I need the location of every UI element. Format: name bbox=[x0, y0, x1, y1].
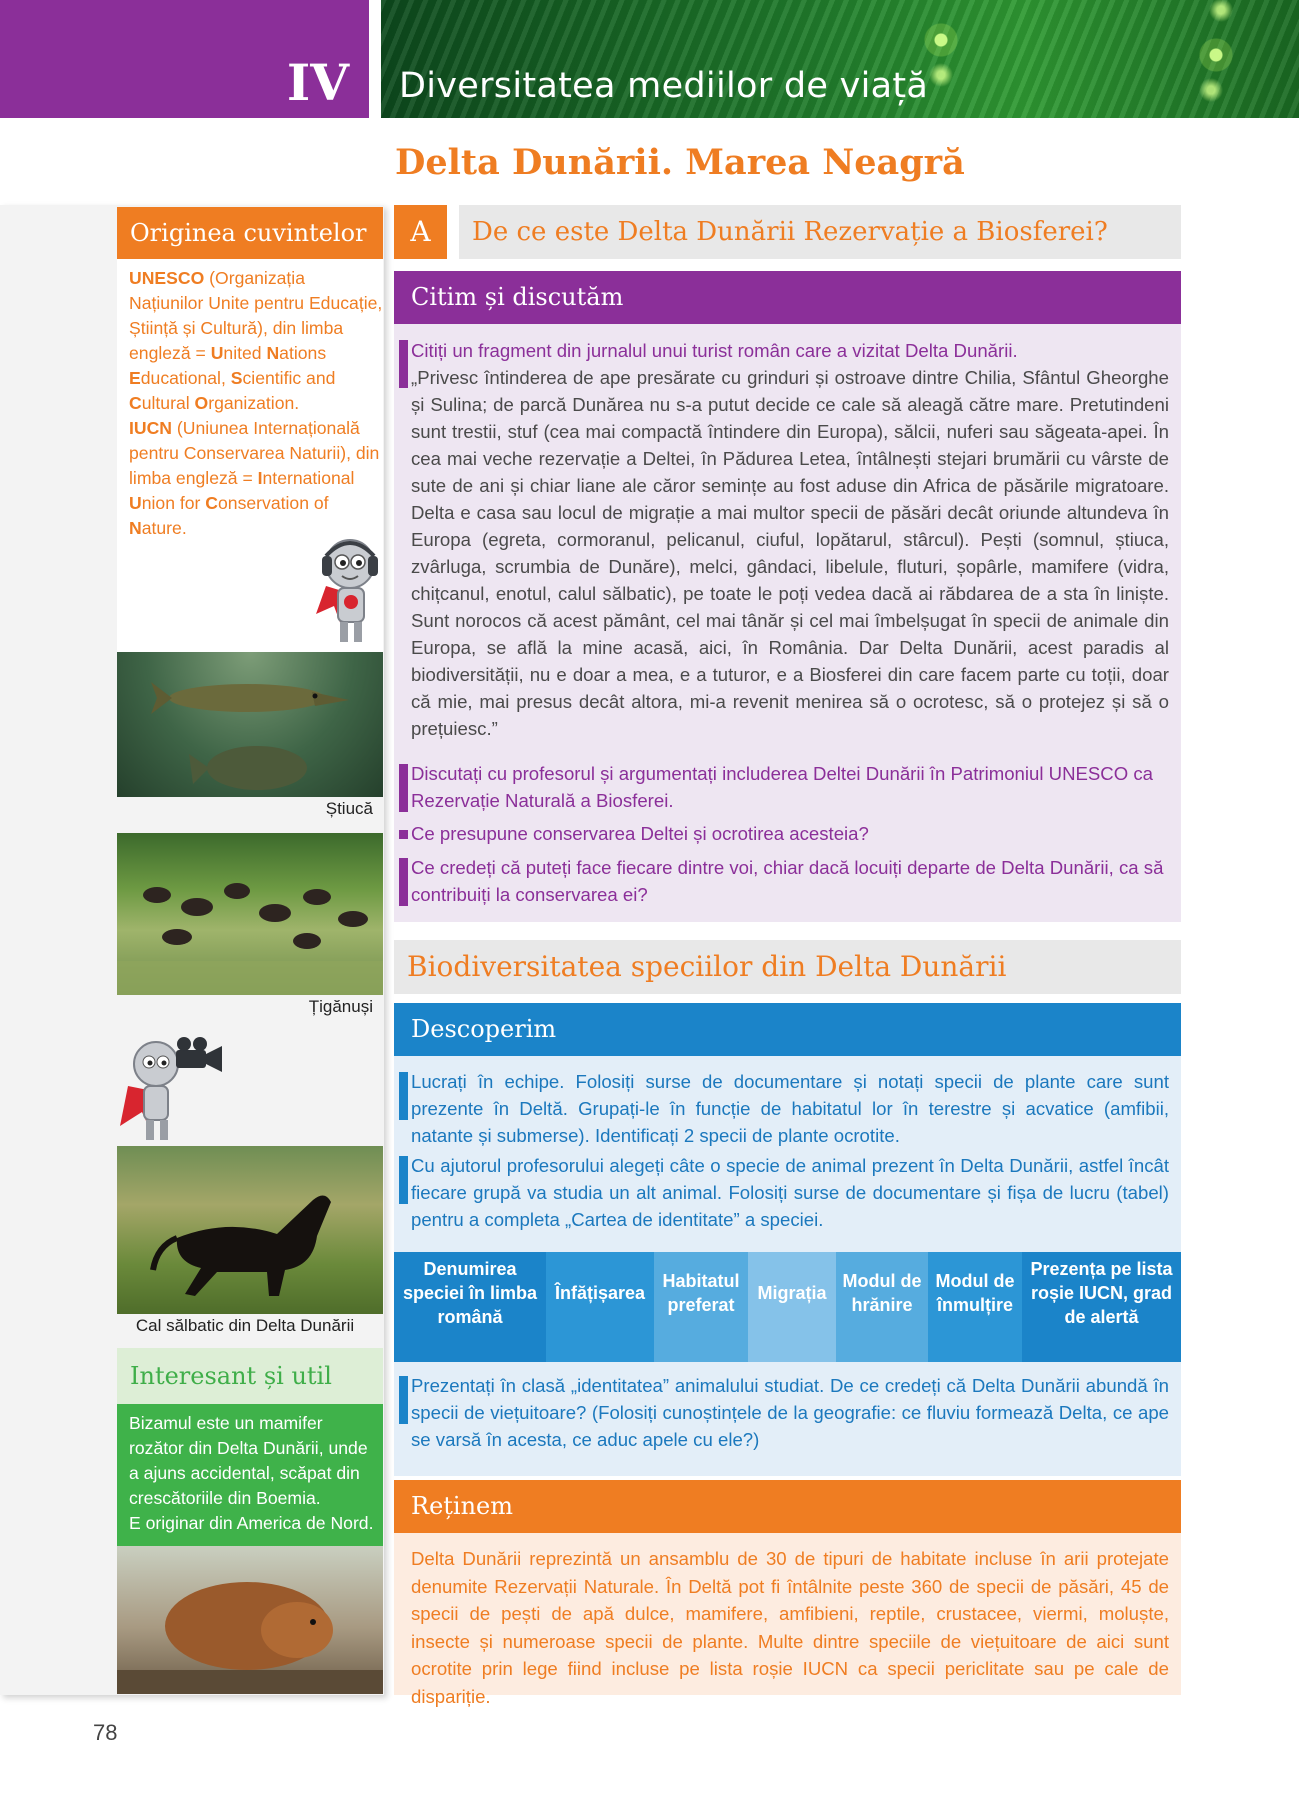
species-identity-table bbox=[394, 1252, 1181, 1362]
bullet-bar bbox=[399, 1072, 408, 1120]
question-contribution: Ce credeți că puteți face fiecare dintre voi, chiar dacă locuiți departe de Delta Dunării, ca să contribuiți la conservarea ei? bbox=[411, 857, 1164, 905]
mascot-robot-headphones-icon bbox=[312, 532, 384, 650]
ibis-photo bbox=[117, 833, 383, 995]
table-cell[interactable] bbox=[1022, 1334, 1181, 1362]
discover-heading: Descoperim bbox=[394, 1003, 1181, 1056]
horse-caption: Cal sălbatic din Delta Dunării bbox=[135, 1316, 355, 1335]
read-discuss-heading: Citim și discutăm bbox=[394, 271, 1181, 324]
remember-text: Delta Dunării reprezintă un ansamblu de 30 de tipuri de habitate incluse în arii protejate denumite Rezervații Naturale. În Deltă pot fi întâlnite peste 360 de specii de păsări, 45 de specii de pești de apă dulce, mamifere, amfibieni, reptile, crustacee, viermi, moluște, insecte și numeroase specii de plante. Multe dintre speciile de viețuitoare de aici sunt ocrotite prin lege fiind incluse pe lista roșie IUCN ca specii periclitate sau pe cale de dispariție. bbox=[411, 1548, 1169, 1707]
horse-photo bbox=[117, 1146, 383, 1314]
question-conservation: Ce presupune conservarea Deltei și ocrotirea acesteia? bbox=[411, 823, 869, 844]
table-cell[interactable] bbox=[748, 1334, 836, 1362]
bullet-bar bbox=[399, 1376, 408, 1424]
lesson-title: Delta Dunării. Marea Neagră bbox=[395, 142, 965, 183]
biodiversity-title: Biodiversitatea speciilor din Delta Dunării bbox=[394, 940, 1181, 994]
bullet-bar bbox=[399, 858, 408, 906]
table-row bbox=[394, 1334, 1181, 1362]
chapter-header-image bbox=[381, 0, 1299, 118]
mascot-robot-camera-icon bbox=[118, 1030, 226, 1148]
col-reproduction: Modul de înmulțire bbox=[928, 1252, 1022, 1334]
question-unesco: Discutați cu profesorul și argumentați includerea Deltei Dunării în Patrimoniul UNESCO ca Rezervație Naturală a Biosferei. bbox=[411, 763, 1153, 811]
section-title: De ce este Delta Dunării Rezervație a Biosferei? bbox=[459, 205, 1181, 259]
interesting-useful-text: Bizamul este un mamifer rozător din Delta Dunării, unde a ajuns accidental, scăpat din crescătoriile din Boemia. E originar din America de Nord. bbox=[129, 1413, 374, 1533]
table-header-row bbox=[394, 1252, 1181, 1334]
journal-quote: „Privesc întinderea de ape presărate cu grinduri și ostroave dintre Chilia, Sfântul Gheorghe și Sulina; de parcă Dunărea nu s-a putut decide ce cale să aleagă către mare. Pretutindeni sunt trestii, stuf (cea mai compactă întindere din Europa), sălcii, nuferi sau săgeata-apei. În cea mai veche rezervație a Deltei, în Pădurea Letea, întâlnești stejari brumării cu vârste de sute de ani și chiar liane ale căror semințe au fost aduse din Africa de păsările migratoare. Delta e casa sau locul de migrație a mai multor specii de păsări decât oriunde altundeva în Europa (egreta, cormoranul, pelicanul, ciuful, lopătarul, stârcul). Pești (somnul, știuca, zvârluga, scrumbia de Dunăre), melci, gândaci, libelule, fluturi, șopârle, mamifere (vidra, chițcanul, enotul, calul sălbatic), pe toate le poți vedea dacă ai răbdarea de a sta în liniște. Sunt norocos că acest pământ, cel mai tânăr și cel mai îmbelșugat în specii de animale din Europa, se află la mine acasă, aici, în România. Dar Delta Dunării, acest paradis al biodiversității, nu e doar a mea, e a tuturor, e a Biosferei din care facem parte cu toții, doar că mie, mai presus decât altora, mi-a revenit menirea să o ocrotesc, să o protejez și să o prețuiesc.” bbox=[411, 367, 1169, 739]
interesting-useful-heading: Interesant și util bbox=[117, 1348, 383, 1404]
bullet-bar bbox=[399, 1156, 408, 1204]
chapter-title: Diversitatea mediilor de viață bbox=[399, 66, 929, 106]
chapter-number: IV bbox=[286, 53, 349, 112]
col-iucn-status: Prezența pe lista roșie IUCN, grad de alertă bbox=[1022, 1252, 1181, 1334]
col-species-name: Denumirea speciei în limba română bbox=[394, 1252, 546, 1334]
bullet-square bbox=[399, 830, 408, 839]
ibis-caption: Țigănuși bbox=[308, 997, 373, 1016]
origin-words-text: UNESCO (Organizația Națiunilor Unite pentru Educație, Știință și Cultură), din limba engleză = United Nations Educational, Scientific and Cultural Organization. IUCN (Uniunea Internațională pentru Conservarea Naturii), din limba engleză = International Union for Conservation of Nature. bbox=[129, 268, 383, 538]
page-number: 78 bbox=[93, 1720, 118, 1745]
table-cell[interactable] bbox=[836, 1334, 928, 1362]
origin-words-heading: Originea cuvintelor bbox=[117, 207, 383, 259]
pike-photo bbox=[117, 652, 383, 797]
reading-intro: Citiți un fragment din jurnalul unui turist român care a vizitat Delta Dunării. bbox=[411, 340, 1018, 361]
task-plants: Lucrați în echipe. Folosiți surse de documentare și notați specii de plante care sunt prezente în Deltă. Grupați-le în funcție de habitatul lor în terestre și acvatice (amfibii, natante și submerse). Identificați 2 specii de plante ocrotite. bbox=[411, 1071, 1169, 1146]
chapter-banner bbox=[0, 0, 369, 118]
task-animal: Cu ajutorul profesorului alegeți câte o specie de animal prezent în Delta Dunării, astfel încât fiecare grupă va studia un alt animal. Folosiți surse de documentare și fișa de lucru (tabel) pentru a completa „Cartea de identitate” a speciei. bbox=[411, 1155, 1169, 1230]
table-cell[interactable] bbox=[928, 1334, 1022, 1362]
bullet-bar bbox=[399, 340, 408, 388]
col-migration: Migrația bbox=[748, 1252, 836, 1334]
remember-heading: Reținem bbox=[394, 1480, 1181, 1533]
table-cell[interactable] bbox=[546, 1334, 654, 1362]
muskrat-photo bbox=[117, 1546, 383, 1694]
task-present: Prezentați în clasă „identitatea” animalului studiat. De ce credeți că Delta Dunării abundă în specii de viețuitoare? (Folosiți cunoștințele de la geografie: ce fluviu formează Delta, ce ape se varsă în acesta, ce aduc apele cu ele?) bbox=[411, 1375, 1169, 1450]
table-cell[interactable] bbox=[394, 1334, 546, 1362]
col-appearance: Înfățișarea bbox=[546, 1252, 654, 1334]
section-letter: A bbox=[394, 205, 447, 259]
col-feeding: Modul de hrănire bbox=[836, 1252, 928, 1334]
pike-caption: Știucă bbox=[325, 799, 373, 818]
col-habitat: Habitatul preferat bbox=[654, 1252, 748, 1334]
bullet-bar bbox=[399, 764, 408, 812]
table-cell[interactable] bbox=[654, 1334, 748, 1362]
